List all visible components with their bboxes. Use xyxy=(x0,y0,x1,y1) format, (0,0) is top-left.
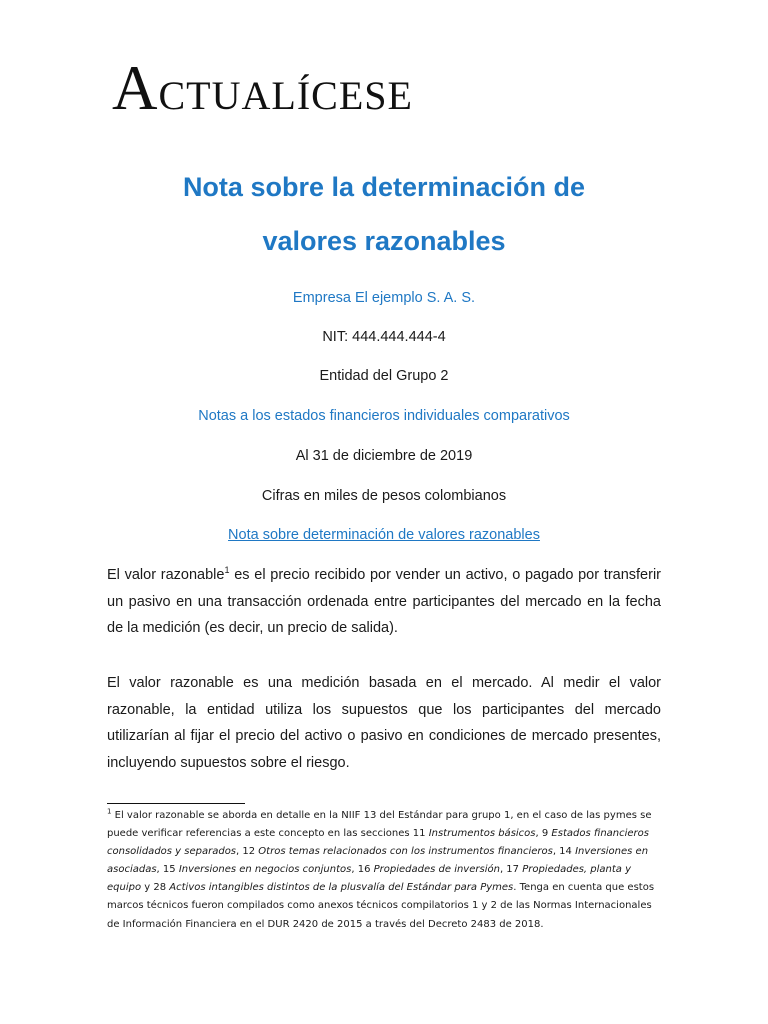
footnote-text: y 28 xyxy=(141,882,170,894)
footnote-text: , 17 xyxy=(499,864,523,876)
footnote-text: , 12 xyxy=(236,846,259,858)
footnote-italic: Otros temas relacionados con los instrumentos financieros xyxy=(258,846,553,858)
footnote-text: El valor razonable se aborda en detalle en la NIIF 13 del Estándar para grupo 1, en el caso de las pymes se puede verificar referencias a este concepto en las secciones 11 xyxy=(107,810,652,840)
footnote-text: . Tenga en cuenta que estos marcos técnicos fueron compilados como anexos técnicos compilatorios 1 y 2 de las Normas Internacionales de Información Financiera en el DUR 2420 de 2015 a través del Decreto 2483 de 2018. xyxy=(107,882,655,930)
note-link-line xyxy=(100,525,668,545)
footnote-text: , 14 xyxy=(552,846,576,858)
footnote-number: 1 xyxy=(107,807,112,816)
title-line-2: valores razonables xyxy=(262,226,506,256)
paragraph-2: El valor razonable es una medición basada en el mercado. Al medir el valor razonable, la entidad utiliza los supuestos que los participantes del mercado utilizarían al fijar el precio del activo o pasivo en condiciones de mercado presentes, incluyendo supuestos sobre el riesgo. xyxy=(107,675,661,772)
footnote-text: , 16 xyxy=(351,864,374,876)
company-nit: NIT: 444.444.444-4 xyxy=(322,329,446,345)
paragraph-1 xyxy=(107,562,661,642)
footnote-italic: Activos intangibles distintos de la plusvalía del Estándar para Pymes xyxy=(169,882,514,894)
footnote-italic: Inversiones en asociadas xyxy=(107,846,649,876)
paragraph-1-rest: es el precio recibido por vender un activo, o pagado por transferir un pasivo en una transacción ordenada entre participantes del mercado en la fecha de la medición (es decir, un precio de salida). xyxy=(107,567,661,637)
footnote-italic: Estados financieros consolidados y separados xyxy=(107,828,649,858)
paragraph-1-start: El valor razonable xyxy=(107,567,225,583)
footnote-italic: Inversiones en negocios conjuntos xyxy=(178,864,352,876)
footnote-reference[interactable]: 1 xyxy=(224,565,230,576)
footnote-italic: Instrumentos básicos xyxy=(428,828,536,840)
footnote-text: , 15 xyxy=(156,864,179,876)
company-name: Empresa El ejemplo S. A. S. xyxy=(292,290,476,306)
document-title xyxy=(100,160,668,268)
logo-initial: A xyxy=(112,53,159,123)
title-line-1: Nota sobre la determinación de xyxy=(182,172,586,202)
brand-logo xyxy=(112,52,413,132)
report-date: Al 31 de diciembre de 2019 xyxy=(295,448,473,464)
currency-note: Cifras en miles de pesos colombianos xyxy=(261,488,507,504)
footnote-italic: Propiedades, planta y equipo xyxy=(107,864,632,894)
footnote xyxy=(107,807,661,934)
note-link[interactable]: Nota sobre determinación de valores razonables xyxy=(228,527,540,543)
footnote-separator xyxy=(107,803,245,804)
entity-group: Entidad del Grupo 2 xyxy=(319,368,449,384)
footnote-italic: Propiedades de inversión xyxy=(373,864,500,876)
notes-heading: Notas a los estados financieros individuales comparativos xyxy=(198,408,570,424)
footnote-text: , 9 xyxy=(535,828,552,840)
logo-rest: CTUALÍCESE xyxy=(158,73,413,118)
